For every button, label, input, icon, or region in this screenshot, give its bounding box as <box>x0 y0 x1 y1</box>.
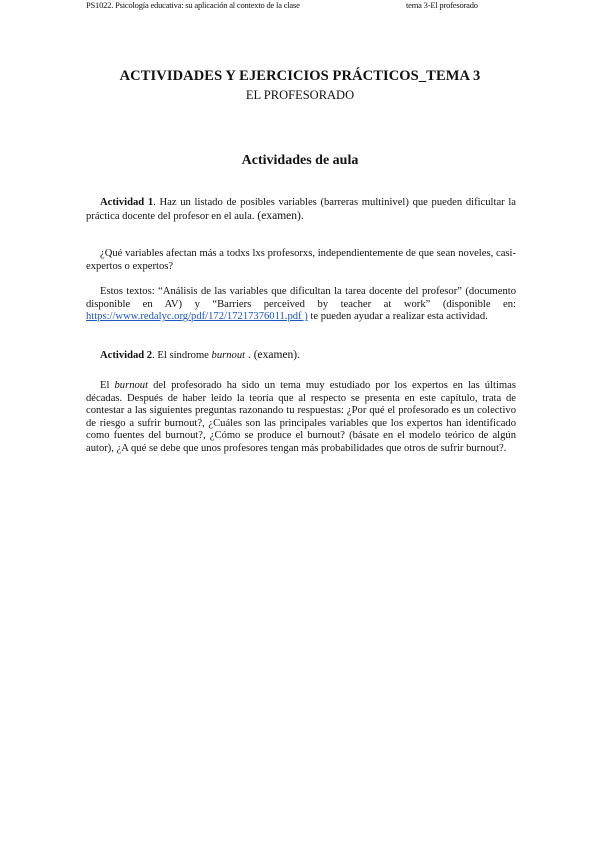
question-paragraph: ¿Qué variables afectan más a todxs lxs profesorxs, independientemente de que sean noveles, casi-expertos o expertos? <box>86 248 516 272</box>
header-topic: tema 3-El profesorado <box>406 0 478 10</box>
section-title: Actividades de aula <box>241 153 359 168</box>
texts-paragraph <box>86 286 516 324</box>
page-header <box>86 0 516 12</box>
document-title: ACTIVIDADES Y EJERCICIOS PRÁCTICOS_TEMA 3 <box>119 68 481 84</box>
activity-2-label: Actividad 2 <box>100 350 153 361</box>
burnout-paragraph <box>86 380 516 456</box>
burnout-rest: del profesorado ha sido un tema muy estudiado por los expertos en las últimas décadas. Después de haber leído la teoría que al respecto se presenta en este capítulo, trata de contestar a las siguientes preguntas razonando tu respuestas: ¿Por qué el profesorado es un colectivo de riesgo a sufrir burnout?, ¿Cuáles son las principales variables que los expertos han identificado como fuentes del burnout?, ¿Cómo se produce el burnout? (básate en el modelo teórico de algún autor), ¿A qué se debe que unos profesores tengan más probabilidades que otros de sufrir burnout?. <box>86 380 516 454</box>
document-subtitle: EL PROFESORADO <box>245 88 355 102</box>
texts-outro: te pueden ayudar a realizar esta actividad. <box>307 311 488 323</box>
activity-1-paragraph <box>86 197 516 223</box>
activity-1-label: Actividad 1 <box>100 197 154 208</box>
burnout-italic: burnout <box>114 380 149 391</box>
activity-2-paragraph <box>86 349 516 363</box>
texts-intro: Estos textos: “Análisis de las variables que dificultan la tarea docente del profesor” (documento disponible en AV) y “Barriers perceived by teacher at work” (disponible en: <box>86 286 516 310</box>
activity-1-text: . Haz un listado de posibles variables (barreras multinivel) que pueden dificultar la práctica docente del profesor en el aula. <box>86 197 517 222</box>
activity-2-exam: . (examen). <box>245 349 301 361</box>
redalyc-link[interactable]: https://www.redalyc.org/pdf/172/17217376011.pdf ) <box>86 311 308 323</box>
header-course: PS1022. Psicología educativa: su aplicación al contexto de la clase <box>86 0 300 10</box>
activity-2-text: . El síndrome <box>152 350 212 361</box>
activity-1-exam: (examen). <box>254 209 304 222</box>
burnout-start: El <box>100 380 115 391</box>
activity-2-burnout: burnout <box>211 350 246 361</box>
